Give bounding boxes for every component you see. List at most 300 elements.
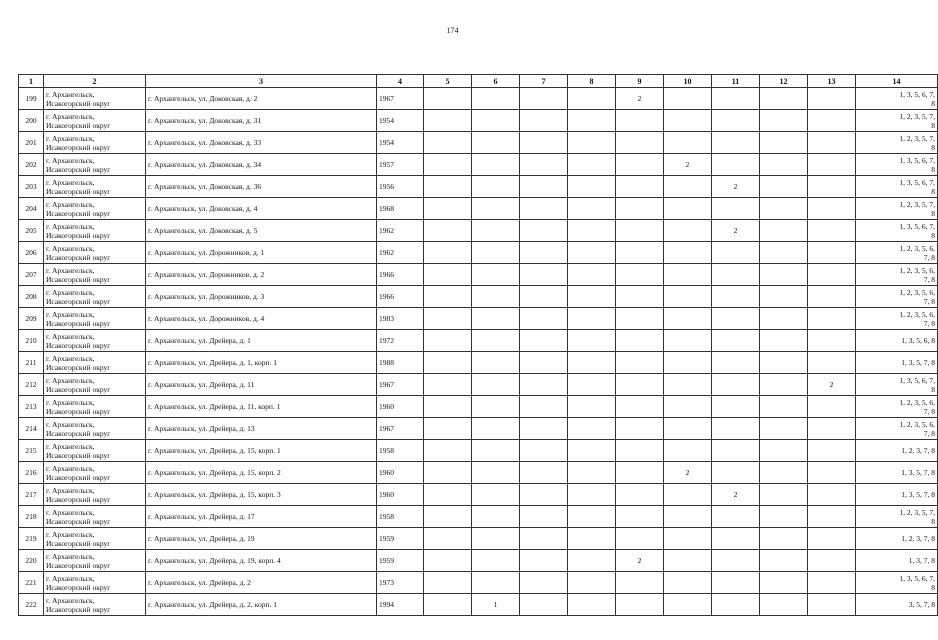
place-cell <box>44 484 146 506</box>
value-cell-c8 <box>568 176 616 198</box>
table-row <box>19 154 938 176</box>
value-cell-c5 <box>424 154 472 176</box>
value-cell-c12 <box>760 330 808 352</box>
column-header: 3 <box>146 75 377 88</box>
value-cell-c13 <box>808 110 856 132</box>
value-cell-c6 <box>472 154 520 176</box>
table-row <box>19 528 938 550</box>
value-cell-c7 <box>520 572 568 594</box>
value-cell-c12 <box>760 396 808 418</box>
value-cell-c5 <box>424 132 472 154</box>
place-cell-line: г. Архангельск, <box>46 485 95 495</box>
place-cell-line: Исакогорский округ <box>46 494 111 504</box>
codes-cell-line: 1, 3, 5, 7, 8 <box>901 490 935 499</box>
year-cell: 1954 <box>377 132 424 154</box>
row-number-cell: 200 <box>19 110 44 132</box>
codes-cell <box>856 484 938 506</box>
table-row <box>19 506 938 528</box>
value-cell-c13 <box>808 264 856 286</box>
value-cell-c6 <box>472 110 520 132</box>
place-cell <box>44 242 146 264</box>
value-cell-c13 <box>808 220 856 242</box>
place-cell <box>44 132 146 154</box>
codes-cell-line: 1, 3, 5, 6, 7, <box>899 89 935 99</box>
value-cell-c12 <box>760 418 808 440</box>
codes-cell-line: 7, 8 <box>923 252 935 262</box>
value-cell-c10: 2 <box>664 462 712 484</box>
table-row <box>19 88 938 110</box>
place-cell-line: г. Архангельск, <box>46 507 95 517</box>
codes-cell-line: 1, 3, 5, 6, 7, <box>899 375 935 385</box>
row-number-cell: 215 <box>19 440 44 462</box>
value-cell-c12 <box>760 308 808 330</box>
value-cell-c13 <box>808 440 856 462</box>
value-cell-c9 <box>616 264 664 286</box>
value-cell-c7 <box>520 594 568 616</box>
value-cell-c10 <box>664 242 712 264</box>
value-cell-c6 <box>472 396 520 418</box>
value-cell-c6 <box>472 484 520 506</box>
place-cell <box>44 506 146 528</box>
year-cell: 1957 <box>377 154 424 176</box>
codes-cell-line: 1, 3, 7, 8 <box>908 556 935 565</box>
row-number-cell: 205 <box>19 220 44 242</box>
place-cell-line: г. Архангельск, <box>46 265 95 275</box>
value-cell-c9 <box>616 528 664 550</box>
value-cell-c5 <box>424 308 472 330</box>
value-cell-c7 <box>520 110 568 132</box>
value-cell-c8 <box>568 132 616 154</box>
value-cell-c12 <box>760 132 808 154</box>
value-cell-c9 <box>616 132 664 154</box>
value-cell-c6 <box>472 418 520 440</box>
place-cell <box>44 440 146 462</box>
place-cell-line: Исакогорский округ <box>46 406 111 416</box>
place-cell <box>44 418 146 440</box>
value-cell-c11 <box>712 286 760 308</box>
value-cell-c8 <box>568 440 616 462</box>
place-cell-line: Исакогорский округ <box>46 208 111 218</box>
value-cell-c11 <box>712 110 760 132</box>
codes-cell-line: 7, 8 <box>923 406 935 416</box>
place-cell <box>44 110 146 132</box>
value-cell-c7 <box>520 330 568 352</box>
value-cell-c13 <box>808 484 856 506</box>
value-cell-c12 <box>760 154 808 176</box>
value-cell-c7 <box>520 198 568 220</box>
codes-cell-line: 8 <box>931 98 935 108</box>
value-cell-c12 <box>760 352 808 374</box>
place-cell <box>44 220 146 242</box>
value-cell-c5 <box>424 506 472 528</box>
value-cell-c8 <box>568 594 616 616</box>
column-header: 14 <box>856 75 938 88</box>
codes-cell-line: 1, 2, 3, 5, 6, <box>899 397 935 407</box>
value-cell-c11 <box>712 462 760 484</box>
codes-cell <box>856 198 938 220</box>
value-cell-c7 <box>520 374 568 396</box>
value-cell-c11 <box>712 88 760 110</box>
place-cell-line: Исакогорский округ <box>46 274 111 284</box>
value-cell-c12 <box>760 110 808 132</box>
codes-cell-line: 7, 8 <box>923 428 935 438</box>
value-cell-c12 <box>760 220 808 242</box>
year-cell: 1962 <box>377 242 424 264</box>
codes-cell <box>856 330 938 352</box>
codes-cell <box>856 308 938 330</box>
value-cell-c8 <box>568 308 616 330</box>
value-cell-c11 <box>712 374 760 396</box>
value-cell-c5 <box>424 88 472 110</box>
value-cell-c5 <box>424 440 472 462</box>
value-cell-c5 <box>424 330 472 352</box>
table-row <box>19 220 938 242</box>
place-cell-line: г. Архангельск, <box>46 199 95 209</box>
value-cell-c9 <box>616 440 664 462</box>
value-cell-c9 <box>616 418 664 440</box>
value-cell-c10 <box>664 484 712 506</box>
row-number-cell: 210 <box>19 330 44 352</box>
address-cell: г. Архангельск, ул. Доковская, д. 33 <box>146 132 377 154</box>
year-cell: 1973 <box>377 572 424 594</box>
row-number-cell: 207 <box>19 264 44 286</box>
place-cell-line: г. Архангельск, <box>46 397 95 407</box>
codes-cell <box>856 220 938 242</box>
table-row <box>19 330 938 352</box>
value-cell-c11 <box>712 352 760 374</box>
year-cell: 1968 <box>377 198 424 220</box>
table-row <box>19 110 938 132</box>
place-cell-line: Исакогорский округ <box>46 538 111 548</box>
table-row <box>19 550 938 572</box>
year-cell: 1959 <box>377 528 424 550</box>
place-cell-line: Исакогорский округ <box>46 428 111 438</box>
value-cell-c13 <box>808 506 856 528</box>
address-cell: г. Архангельск, ул. Дорожников, д. 3 <box>146 286 377 308</box>
codes-cell-line: 8 <box>931 582 935 592</box>
address-cell: г. Архангельск, ул. Дорожников, д. 4 <box>146 308 377 330</box>
year-cell: 1972 <box>377 330 424 352</box>
place-cell-line: г. Архангельск, <box>46 595 95 605</box>
column-header: 10 <box>664 75 712 88</box>
codes-cell <box>856 88 938 110</box>
value-cell-c13 <box>808 242 856 264</box>
place-cell-line: Исакогорский округ <box>46 384 111 394</box>
value-cell-c9 <box>616 352 664 374</box>
value-cell-c5 <box>424 198 472 220</box>
value-cell-c9 <box>616 176 664 198</box>
value-cell-c10 <box>664 550 712 572</box>
value-cell-c11 <box>712 594 760 616</box>
address-cell: г. Архангельск, ул. Дрейера, д. 19 <box>146 528 377 550</box>
value-cell-c8 <box>568 462 616 484</box>
value-cell-c9 <box>616 220 664 242</box>
codes-cell-line: 8 <box>931 384 935 394</box>
value-cell-c5 <box>424 352 472 374</box>
column-header: 8 <box>568 75 616 88</box>
value-cell-c12 <box>760 264 808 286</box>
year-cell: 1960 <box>377 484 424 506</box>
place-cell-line: Исакогорский округ <box>46 604 111 614</box>
place-cell <box>44 88 146 110</box>
value-cell-c13 <box>808 308 856 330</box>
value-cell-c9 <box>616 374 664 396</box>
codes-cell-line: 7, 8 <box>923 296 935 306</box>
address-cell: г. Архангельск, ул. Доковская, д. 31 <box>146 110 377 132</box>
value-cell-c13 <box>808 352 856 374</box>
place-cell-line: г. Архангельск, <box>46 419 95 429</box>
value-cell-c5 <box>424 484 472 506</box>
value-cell-c8 <box>568 352 616 374</box>
value-cell-c13 <box>808 286 856 308</box>
value-cell-c6 <box>472 374 520 396</box>
place-cell <box>44 550 146 572</box>
value-cell-c8 <box>568 154 616 176</box>
value-cell-c13 <box>808 176 856 198</box>
codes-cell-line: 8 <box>931 120 935 130</box>
value-cell-c7 <box>520 396 568 418</box>
value-cell-c8 <box>568 484 616 506</box>
table-row <box>19 396 938 418</box>
place-cell-line: Исакогорский округ <box>46 340 111 350</box>
value-cell-c5 <box>424 286 472 308</box>
column-header: 9 <box>616 75 664 88</box>
value-cell-c5 <box>424 594 472 616</box>
year-cell: 1962 <box>377 220 424 242</box>
value-cell-c6 <box>472 264 520 286</box>
value-cell-c9 <box>616 242 664 264</box>
address-cell: г. Архангельск, ул. Дрейера, д. 11 <box>146 374 377 396</box>
row-number-cell: 220 <box>19 550 44 572</box>
place-cell <box>44 594 146 616</box>
row-number-cell: 208 <box>19 286 44 308</box>
place-cell-line: Исакогорский округ <box>46 318 111 328</box>
value-cell-c9 <box>616 462 664 484</box>
value-cell-c11 <box>712 440 760 462</box>
value-cell-c7 <box>520 462 568 484</box>
row-number-cell: 203 <box>19 176 44 198</box>
place-cell-line: Исакогорский округ <box>46 450 111 460</box>
row-number-cell: 211 <box>19 352 44 374</box>
value-cell-c5 <box>424 264 472 286</box>
value-cell-c6 <box>472 220 520 242</box>
row-number-cell: 209 <box>19 308 44 330</box>
codes-cell-line: 8 <box>931 208 935 218</box>
value-cell-c11 <box>712 330 760 352</box>
value-cell-c13 <box>808 154 856 176</box>
codes-cell <box>856 418 938 440</box>
year-cell: 1994 <box>377 594 424 616</box>
codes-cell-line: 1, 2, 3, 5, 6, <box>899 287 935 297</box>
place-cell-line: Исакогорский округ <box>46 98 111 108</box>
value-cell-c12 <box>760 242 808 264</box>
address-cell: г. Архангельск, ул. Дрейера, д. 1, корп. 1 <box>146 352 377 374</box>
value-cell-c11 <box>712 154 760 176</box>
place-cell-line: г. Архангельск, <box>46 463 95 473</box>
value-cell-c10 <box>664 220 712 242</box>
codes-cell-line: 1, 3, 5, 6, 7, <box>899 573 935 583</box>
row-number-cell: 202 <box>19 154 44 176</box>
table-row <box>19 440 938 462</box>
value-cell-c8 <box>568 528 616 550</box>
value-cell-c11 <box>712 550 760 572</box>
place-cell-line: г. Архангельск, <box>46 89 95 99</box>
address-cell: г. Архангельск, ул. Дрейера, д. 15, корп. 1 <box>146 440 377 462</box>
value-cell-c9: 2 <box>616 550 664 572</box>
column-header: 7 <box>520 75 568 88</box>
address-cell: г. Архангельск, ул. Дорожников, д. 1 <box>146 242 377 264</box>
codes-cell-line: 7, 8 <box>923 274 935 284</box>
place-cell-line: Исакогорский округ <box>46 582 111 592</box>
value-cell-c11 <box>712 506 760 528</box>
place-cell-line: г. Архангельск, <box>46 573 95 583</box>
codes-cell <box>856 550 938 572</box>
value-cell-c9: 2 <box>616 88 664 110</box>
place-cell-line: Исакогорский округ <box>46 120 111 130</box>
codes-cell-line: 1, 3, 5, 7, 8 <box>901 358 935 367</box>
table-row <box>19 484 938 506</box>
codes-cell-line: 1, 3, 5, 6, 7, <box>899 155 935 165</box>
codes-cell <box>856 110 938 132</box>
value-cell-c13 <box>808 396 856 418</box>
value-cell-c9 <box>616 330 664 352</box>
value-cell-c9 <box>616 198 664 220</box>
value-cell-c10 <box>664 110 712 132</box>
value-cell-c7 <box>520 88 568 110</box>
address-cell: г. Архангельск, ул. Дрейера, д. 2, корп. 1 <box>146 594 377 616</box>
value-cell-c8 <box>568 286 616 308</box>
place-cell-line: г. Архангельск, <box>46 221 95 231</box>
place-cell-line: Исакогорский округ <box>46 252 111 262</box>
place-cell-line: г. Архангельск, <box>46 133 95 143</box>
codes-cell <box>856 352 938 374</box>
address-cell: г. Архангельск, ул. Доковская, д. 36 <box>146 176 377 198</box>
table-row <box>19 264 938 286</box>
place-cell-line: г. Архангельск, <box>46 331 95 341</box>
codes-cell <box>856 594 938 616</box>
value-cell-c12 <box>760 594 808 616</box>
codes-cell-line: 1, 2, 3, 5, 7, <box>899 133 935 143</box>
value-cell-c6 <box>472 528 520 550</box>
value-cell-c6 <box>472 440 520 462</box>
place-cell <box>44 264 146 286</box>
year-cell: 1966 <box>377 286 424 308</box>
value-cell-c5 <box>424 176 472 198</box>
value-cell-c7 <box>520 550 568 572</box>
column-header: 6 <box>472 75 520 88</box>
year-cell: 1958 <box>377 440 424 462</box>
address-cell: г. Архангельск, ул. Дрейера, д. 1 <box>146 330 377 352</box>
place-cell <box>44 396 146 418</box>
codes-cell-line: 1, 2, 3, 7, 8 <box>901 446 935 455</box>
place-cell-line: г. Архангельск, <box>46 551 95 561</box>
value-cell-c5 <box>424 110 472 132</box>
value-cell-c13 <box>808 462 856 484</box>
codes-cell <box>856 264 938 286</box>
place-cell-line: г. Архангельск, <box>46 111 95 121</box>
value-cell-c10 <box>664 264 712 286</box>
place-cell-line: г. Архангельск, <box>46 287 95 297</box>
address-cell: г. Архангельск, ул. Дрейера, д. 19, корп. 4 <box>146 550 377 572</box>
codes-cell-line: 1, 2, 3, 5, 7, <box>899 507 935 517</box>
codes-cell-line: 8 <box>931 142 935 152</box>
year-cell: 1967 <box>377 374 424 396</box>
value-cell-c10 <box>664 418 712 440</box>
value-cell-c12 <box>760 176 808 198</box>
codes-cell-line: 8 <box>931 516 935 526</box>
value-cell-c13 <box>808 572 856 594</box>
value-cell-c11 <box>712 132 760 154</box>
year-cell: 1958 <box>377 506 424 528</box>
codes-cell <box>856 462 938 484</box>
value-cell-c12 <box>760 286 808 308</box>
value-cell-c11 <box>712 242 760 264</box>
place-cell-line: г. Архангельск, <box>46 353 95 363</box>
value-cell-c13 <box>808 88 856 110</box>
value-cell-c10 <box>664 198 712 220</box>
value-cell-c11: 2 <box>712 220 760 242</box>
row-number-cell: 206 <box>19 242 44 264</box>
value-cell-c9 <box>616 308 664 330</box>
address-cell: г. Архангельск, ул. Дрейера, д. 13 <box>146 418 377 440</box>
row-number-cell: 221 <box>19 572 44 594</box>
value-cell-c10 <box>664 88 712 110</box>
value-cell-c11 <box>712 264 760 286</box>
value-cell-c10 <box>664 330 712 352</box>
value-cell-c8 <box>568 264 616 286</box>
value-cell-c10: 2 <box>664 154 712 176</box>
table-row <box>19 242 938 264</box>
value-cell-c6 <box>472 308 520 330</box>
column-header: 4 <box>377 75 424 88</box>
codes-cell <box>856 396 938 418</box>
column-header: 11 <box>712 75 760 88</box>
value-cell-c13 <box>808 132 856 154</box>
value-cell-c11 <box>712 396 760 418</box>
row-number-cell: 219 <box>19 528 44 550</box>
value-cell-c10 <box>664 176 712 198</box>
row-number-cell: 212 <box>19 374 44 396</box>
value-cell-c7 <box>520 132 568 154</box>
value-cell-c12 <box>760 198 808 220</box>
value-cell-c10 <box>664 440 712 462</box>
value-cell-c10 <box>664 396 712 418</box>
value-cell-c9 <box>616 286 664 308</box>
place-cell <box>44 308 146 330</box>
value-cell-c6 <box>472 462 520 484</box>
place-cell <box>44 330 146 352</box>
value-cell-c9 <box>616 484 664 506</box>
place-cell-line: г. Архангельск, <box>46 375 95 385</box>
codes-cell-line: 8 <box>931 230 935 240</box>
value-cell-c10 <box>664 352 712 374</box>
value-cell-c7 <box>520 264 568 286</box>
column-header: 1 <box>19 75 44 88</box>
value-cell-c9 <box>616 594 664 616</box>
value-cell-c5 <box>424 242 472 264</box>
row-number-cell: 218 <box>19 506 44 528</box>
year-cell: 1956 <box>377 176 424 198</box>
value-cell-c13 <box>808 330 856 352</box>
value-cell-c6 <box>472 242 520 264</box>
value-cell-c6 <box>472 352 520 374</box>
value-cell-c12 <box>760 550 808 572</box>
codes-cell <box>856 506 938 528</box>
codes-cell <box>856 176 938 198</box>
column-header: 12 <box>760 75 808 88</box>
address-cell: г. Архангельск, ул. Дорожников, д. 2 <box>146 264 377 286</box>
column-header: 13 <box>808 75 856 88</box>
